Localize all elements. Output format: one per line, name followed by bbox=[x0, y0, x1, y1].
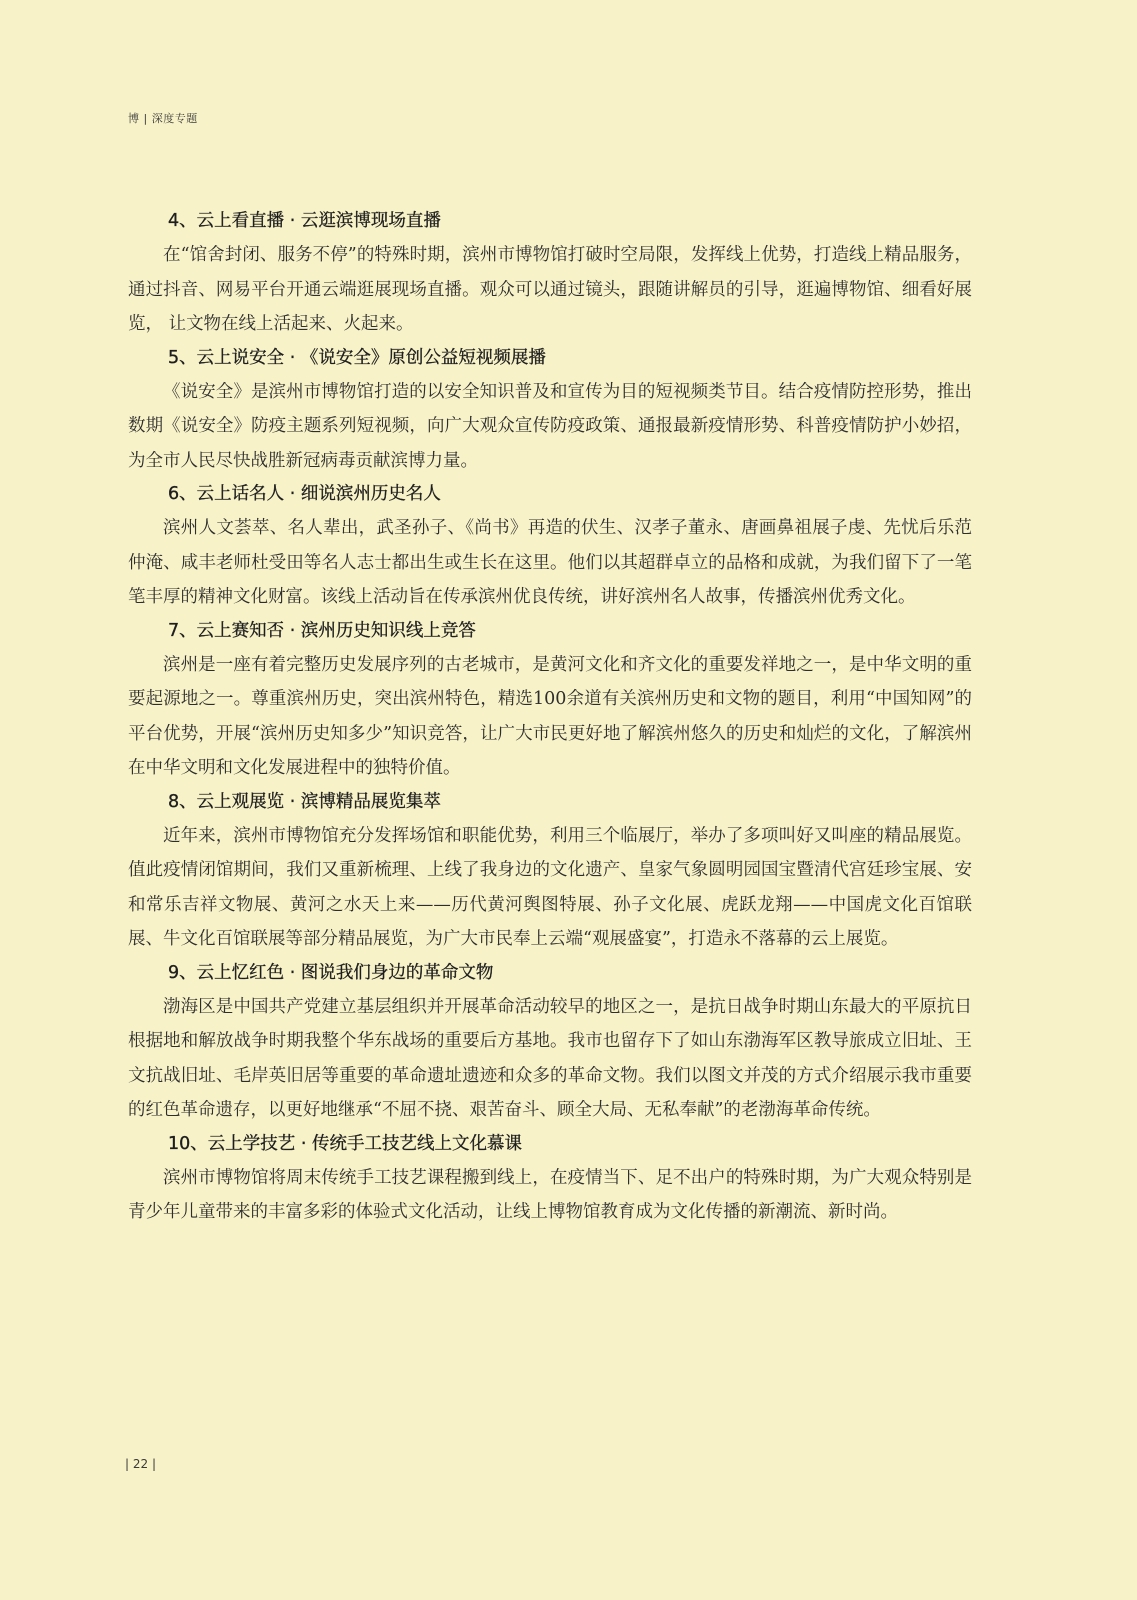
section-paragraph: 滨州是一座有着完整历史发展序列的古老城市，是黄河文化和齐文化的重要发祥地之一，是中华文明的重要起源地之一。尊重滨州历史，突出滨州特色，精选100余道有关滨州历史和文物的题目，利用“中国知网”的平台优势，开展“滨州历史知多少”知识竞答，让广大市民更好地了解滨州悠久的历史和灿烂的文化，了解滨州在中华文明和文化发展进程中的独特价值。 bbox=[128, 654, 972, 778]
section-historical-figures bbox=[128, 478, 972, 615]
section-paragraph: 渤海区是中国共产党建立基层组织并开展革命活动较早的地区之一，是抗日战争时期山东最大的平原抗日根据地和解放战争时期我整个华东战场的重要后方基地。我市也留存下了如山东渤海军区教导旅成立旧址、王文抗战旧址、毛岸英旧居等重要的革命遗址遗迹和众多的革命文物。我们以图文并茂的方式介绍展示我市重要的红色革命遗存，以更好地继承“不屈不挠、艰苦奋斗、顾全大局、无私奉献”的老渤海革命传统。 bbox=[128, 996, 972, 1120]
article-content bbox=[128, 205, 972, 1230]
section-paragraph: 滨州市博物馆将周末传统手工技艺课程搬到线上，在疫情当下、足不出户的特殊时期，为广大观众特别是青少年儿童带来的丰富多彩的体验式文化活动，让线上博物馆教育成为文化传播的新潮流、新时尚。 bbox=[128, 1167, 972, 1222]
running-head: 博 | 深度专题 bbox=[128, 112, 198, 125]
section-title: 8、云上观展览 · 滨博精品展览集萃 bbox=[168, 791, 441, 812]
section-title: 6、云上话名人 · 细说滨州历史名人 bbox=[168, 484, 441, 504]
section-paragraph: 《说安全》是滨州市博物馆打造的以安全知识普及和宣传为目的短视频类节目。结合疫情防控形势，推出数期《说安全》防疫主题系列短视频，向广大观众宣传防疫政策、通报最新疫情形势、科普疫情防护小妙招，为全市人民尽快战胜新冠病毒贡献滨博力量。 bbox=[128, 381, 972, 471]
section-title: 4、云上看直播 · 云逛滨博现场直播 bbox=[168, 211, 441, 231]
section-exhibitions bbox=[128, 786, 972, 957]
section-red-relics bbox=[128, 957, 972, 1128]
section-paragraph: 滨州人文荟萃、名人辈出，武圣孙子、《尚书》再造的伏生、汉孝子董永、唐画鼻祖展子虔、先忧后乐范仲淹、咸丰老师杜受田等名人志士都出生或生长在这里。他们以其超群卓立的品格和成就，为我们留下了一笔笔丰厚的精神文化财富。该线上活动旨在传承滨州优良传统，讲好滨州名人故事，传播滨州优秀文化。 bbox=[128, 518, 972, 607]
section-live-stream bbox=[128, 205, 972, 342]
section-title: 7、云上赛知否 · 滨州历史知识线上竞答 bbox=[168, 620, 476, 641]
section-craft-courses bbox=[128, 1128, 972, 1230]
section-title: 9、云上忆红色 · 图说我们身边的革命文物 bbox=[168, 962, 494, 983]
section-title: 10、云上学技艺 · 传统手工技艺线上文化慕课 bbox=[168, 1133, 522, 1154]
section-paragraph: 近年来，滨州市博物馆充分发挥场馆和职能优势，利用三个临展厅，举办了多项叫好又叫座的精品展览。值此疫情闭馆期间，我们又重新梳理、上线了我身边的文化遗产、皇家气象圆明园国宝暨清代宫廷珍宝展、安和常乐吉祥文物展、黄河之水天上来——历代黄河舆图特展、孙子文化展、虎跃龙翔——中国虎文化百馆联展、牛文化百馆联展等部分精品展览，为广大市民奉上云端“观展盛宴”，打造永不落幕的云上展览。 bbox=[128, 825, 972, 949]
section-history-quiz bbox=[128, 615, 972, 786]
page-number: | 22 | bbox=[125, 1457, 156, 1471]
section-safety-videos bbox=[128, 342, 972, 479]
section-paragraph: 在“馆舍封闭、服务不停”的特殊时期，滨州市博物馆打破时空局限，发挥线上优势，打造线上精品服务，通过抖音、网易平台开通云端逛展现场直播。观众可以通过镜头，跟随讲解员的引导，逛遍博物馆、细看好展览， 让文物在线上活起来、火起来。 bbox=[128, 245, 972, 334]
section-title: 5、云上说安全 · 《说安全》原创公益短视频展播 bbox=[168, 347, 546, 368]
